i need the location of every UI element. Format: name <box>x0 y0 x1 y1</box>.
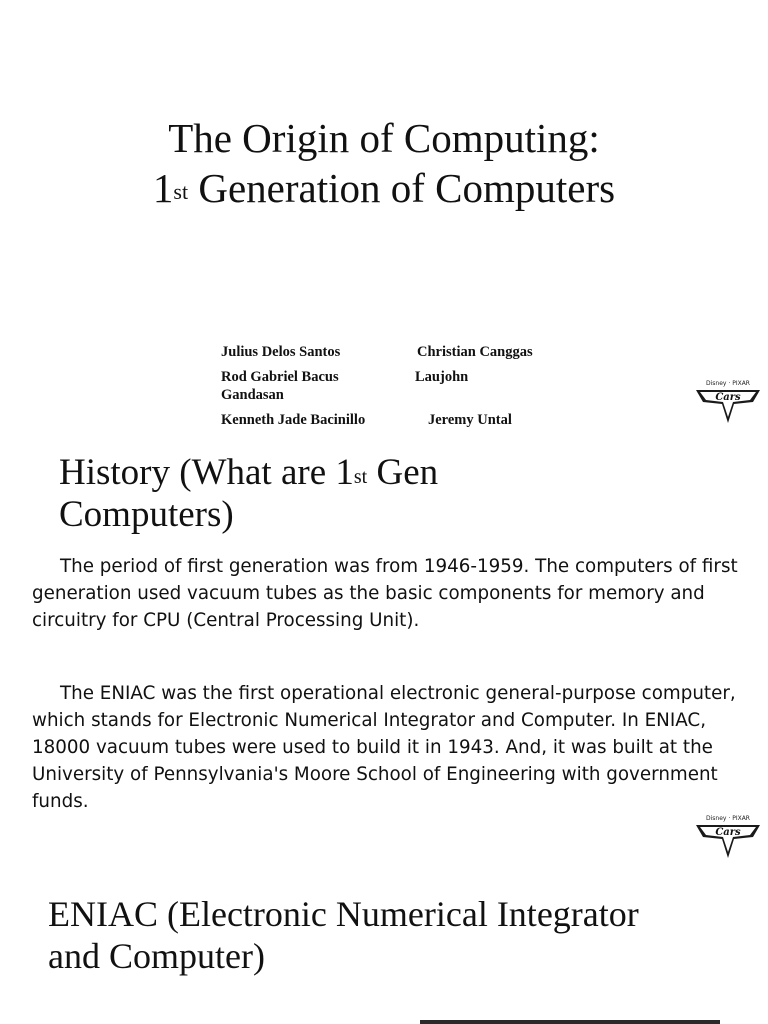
author-name: Gandasan <box>221 387 284 403</box>
slide2-heading-line2: Computers) <box>59 494 234 535</box>
author-name: Julius Delos Santos <box>221 344 341 360</box>
logo-brand-top: Disney · PIXAR <box>706 815 750 822</box>
author-name: Christian Canggas <box>417 344 533 360</box>
slide1-title-line2 <box>0 163 768 213</box>
title-ordinal: st <box>173 179 189 204</box>
title-rest: Generation of Computers <box>198 165 616 211</box>
paragraph-text: The period of first generation was from 1946-1959. The computers of first generation used vacuum tubes as the basic components for memory and circuitry for CPU (Central Processing Unit). <box>32 556 738 631</box>
cars-logo-icon <box>693 812 763 860</box>
history-paragraph-1 <box>32 553 762 634</box>
image-top-edge <box>420 1020 720 1024</box>
heading-pre: History (What are 1 <box>59 452 354 493</box>
slide3-heading-line2: and Computer) <box>48 936 265 976</box>
logo-brand-top: Disney · PIXAR <box>706 380 750 387</box>
slide2-heading <box>59 452 438 536</box>
logo-brand-main: Cars <box>715 827 741 838</box>
author-name: Jeremy Untal <box>428 412 512 428</box>
slide2-heading-line1 <box>59 452 438 494</box>
slide3-heading <box>48 893 768 977</box>
author-name: Laujohn <box>415 369 469 385</box>
paragraph-text: The ENIAC was the first operational electronic general-purpose computer, which stands for Electronic Numerical Integrator and Computer. In ENIAC, 18000 vacuum tubes were used to build it in 1943. And, it was built at the University of Pennsylvania's Moore School of Engineering with government funds. <box>32 683 736 812</box>
author-name: Kenneth Jade Bacinillo <box>221 412 366 428</box>
cars-logo-icon <box>693 377 763 425</box>
logo-brand-main: Cars <box>715 392 741 403</box>
author-name: Rod Gabriel Bacus <box>221 369 339 385</box>
title-number: 1 <box>152 165 174 211</box>
heading-ordinal: st <box>353 466 368 488</box>
history-paragraph-2 <box>32 680 762 815</box>
heading-post: Gen <box>367 452 439 493</box>
slide1-title <box>0 113 768 213</box>
slide3-heading-line1: ENIAC (Electronic Numerical Integrator <box>48 894 639 934</box>
slide1-title-line1: The Origin of Computing: <box>168 115 600 161</box>
